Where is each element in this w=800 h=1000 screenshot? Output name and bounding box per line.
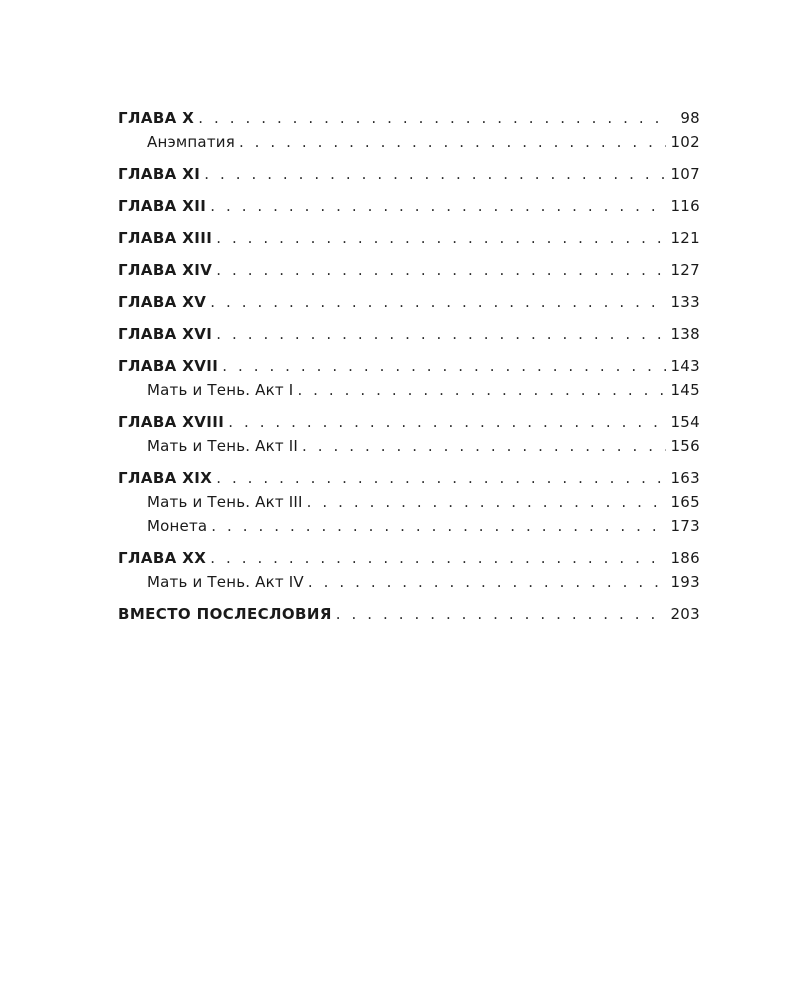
toc-entry-title: Анэмпатия <box>147 133 235 151</box>
toc-entry-title: ВМЕСТО ПОСЛЕСЛОВИЯ <box>118 605 332 623</box>
toc-entry-title: Монета <box>147 517 208 535</box>
toc-entry-page: 186 <box>670 549 700 567</box>
toc-entry-section <box>118 380 700 404</box>
toc-entry-page: 193 <box>670 573 700 591</box>
toc-entry-title: ГЛАВА XVI <box>118 325 213 343</box>
toc-entry-page: 138 <box>670 325 700 343</box>
toc-entry-chapter-16 <box>118 324 700 348</box>
toc-entry-page: 102 <box>670 133 700 151</box>
toc-entry-page: 154 <box>670 413 700 431</box>
dot-leader <box>308 572 666 592</box>
toc-entry-title: Мать и Тень. Акт II <box>147 437 299 455</box>
toc-entry-chapter-10 <box>118 108 700 132</box>
dot-leader <box>216 228 666 248</box>
toc-entry-title: Мать и Тень. Акт I <box>147 381 294 399</box>
toc-entry-chapter-18 <box>118 412 700 436</box>
toc-entry-chapter-20 <box>118 548 700 572</box>
toc-entry-title: ГЛАВА XII <box>118 197 207 215</box>
dot-leader <box>222 356 666 376</box>
toc-entry-page: 203 <box>670 605 700 623</box>
toc-entry-page: 163 <box>670 469 700 487</box>
toc-entry-page: 127 <box>670 261 700 279</box>
toc-entry-afterword <box>118 604 700 628</box>
dot-leader <box>210 292 666 312</box>
dot-leader <box>210 196 666 216</box>
toc-entry-page: 145 <box>670 381 700 399</box>
toc-entry-title: ГЛАВА X <box>118 109 195 127</box>
toc-entry-title: ГЛАВА XX <box>118 549 207 567</box>
toc-entry-chapter-19 <box>118 468 700 492</box>
toc-entry-section <box>118 132 700 156</box>
toc-entry-page: 143 <box>670 357 700 375</box>
toc-entry-page: 107 <box>670 165 700 183</box>
toc-entry-title: ГЛАВА XI <box>118 165 201 183</box>
toc-entry-page: 165 <box>670 493 700 511</box>
toc-entry-chapter-13 <box>118 228 700 252</box>
toc-entry-page: 116 <box>670 197 700 215</box>
toc-entry-page: 98 <box>680 109 700 127</box>
toc-entry-chapter-12 <box>118 196 700 220</box>
dot-leader <box>210 548 666 568</box>
toc-entry-title: ГЛАВА XIX <box>118 469 213 487</box>
toc-entry-title: Мать и Тень. Акт IV <box>147 573 304 591</box>
dot-leader <box>211 516 666 536</box>
toc-entry-chapter-11 <box>118 164 700 188</box>
dot-leader <box>216 468 666 488</box>
dot-leader <box>302 436 666 456</box>
dot-leader <box>307 492 666 512</box>
table-of-contents <box>118 108 700 628</box>
dot-leader <box>297 380 666 400</box>
dot-leader <box>336 604 666 624</box>
dot-leader <box>198 108 666 128</box>
toc-entry-page: 133 <box>670 293 700 311</box>
dot-leader <box>204 164 666 184</box>
toc-entry-chapter-14 <box>118 260 700 284</box>
toc-entry-page: 121 <box>670 229 700 247</box>
toc-entry-chapter-17 <box>118 356 700 380</box>
dot-leader <box>228 412 666 432</box>
toc-entry-section <box>118 572 700 596</box>
toc-entry-page: 173 <box>670 517 700 535</box>
toc-entry-title: ГЛАВА XV <box>118 293 207 311</box>
toc-entry-chapter-15 <box>118 292 700 316</box>
dot-leader <box>239 132 666 152</box>
toc-entry-title: ГЛАВА XVIII <box>118 413 225 431</box>
toc-entry-section <box>118 492 700 516</box>
toc-entry-title: Мать и Тень. Акт III <box>147 493 303 511</box>
dot-leader <box>216 260 666 280</box>
toc-entry-title: ГЛАВА XIV <box>118 261 213 279</box>
toc-entry-section <box>118 436 700 460</box>
toc-entry-page: 156 <box>670 437 700 455</box>
toc-entry-title: ГЛАВА XVII <box>118 357 219 375</box>
toc-entry-section <box>118 516 700 540</box>
dot-leader <box>216 324 666 344</box>
toc-entry-title: ГЛАВА XIII <box>118 229 213 247</box>
